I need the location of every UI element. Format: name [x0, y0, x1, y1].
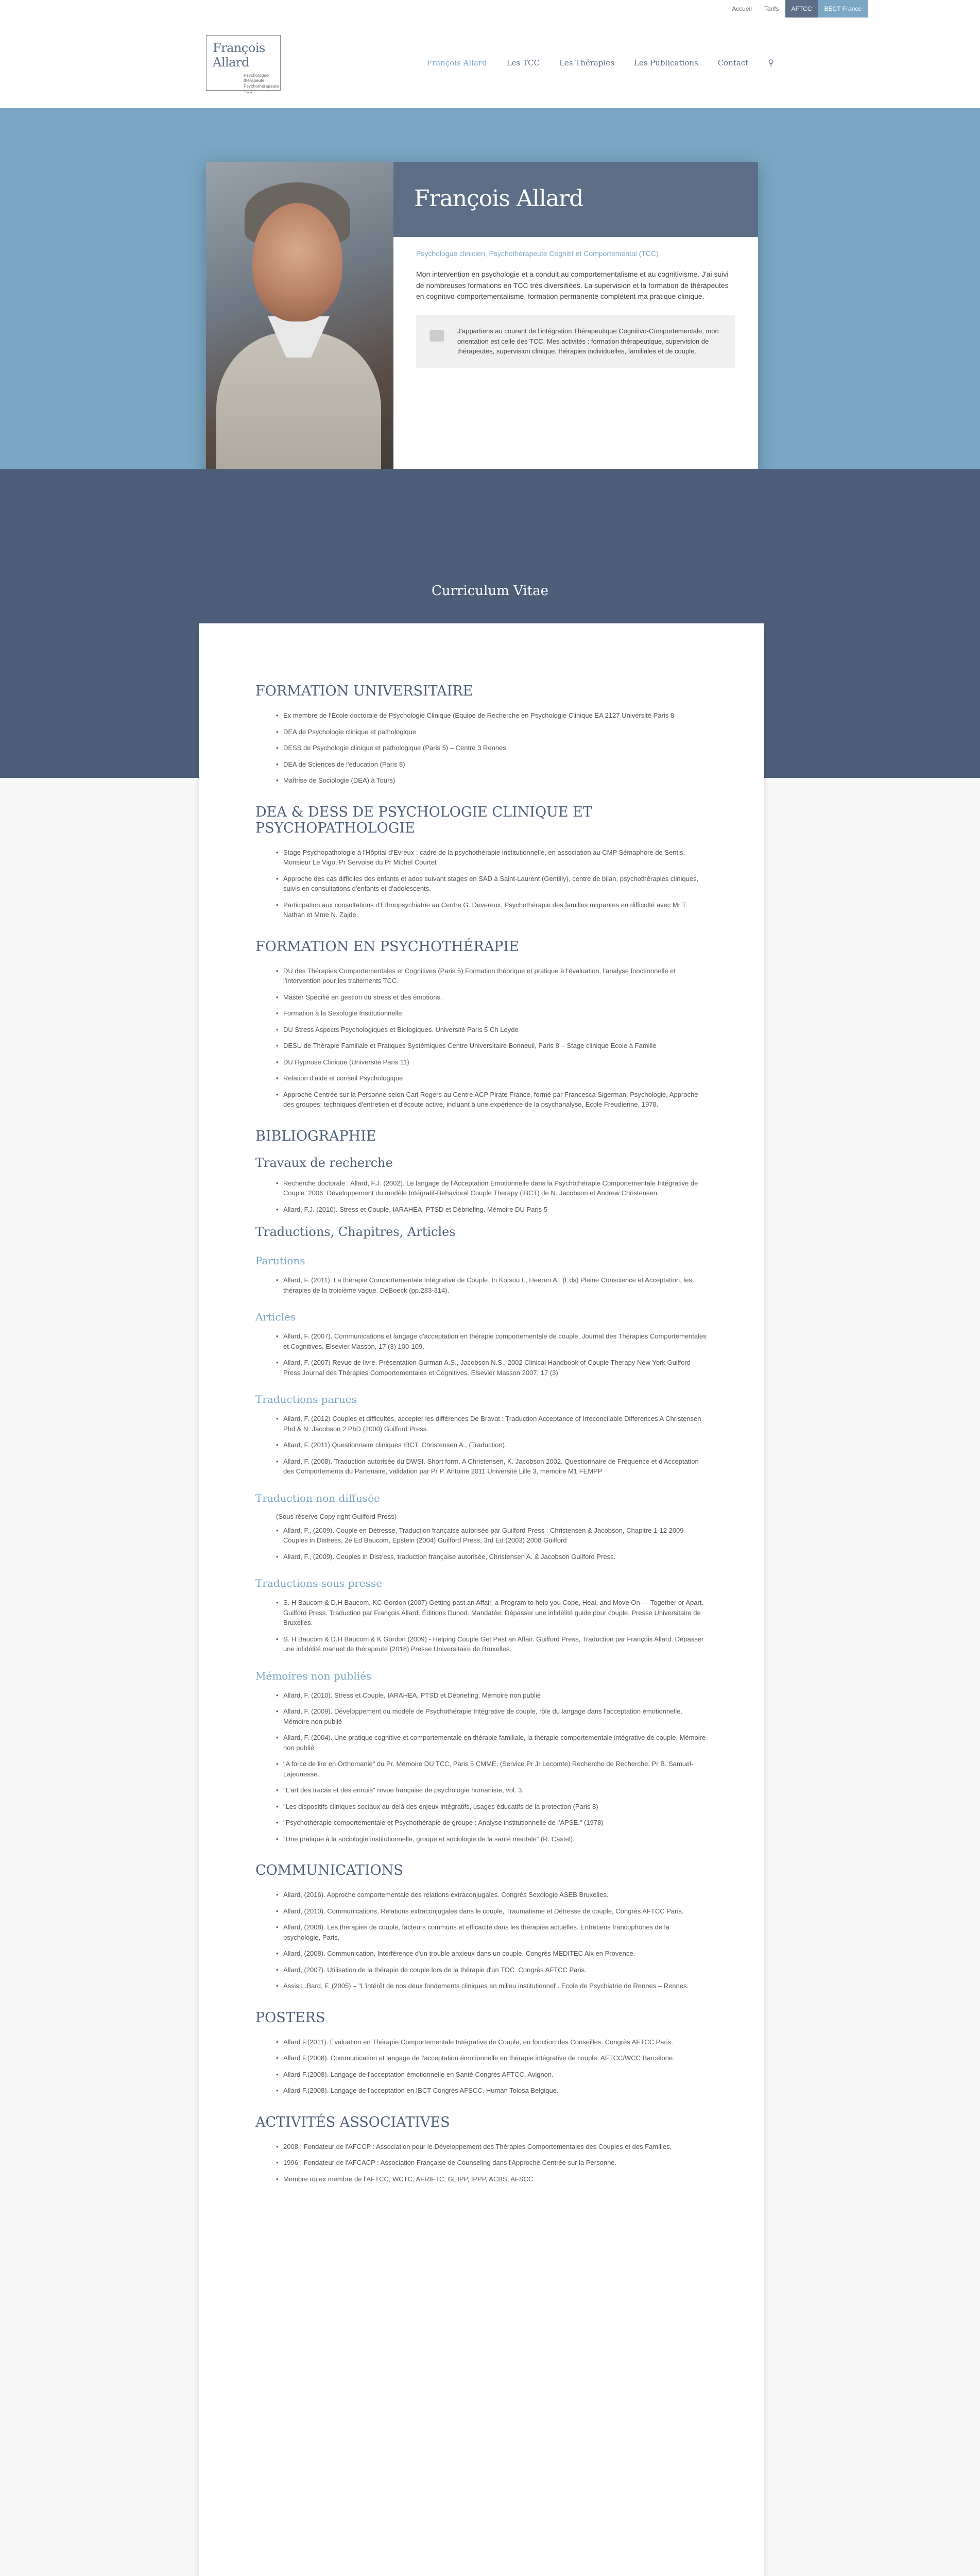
- group-heading: Traductions parues: [255, 1393, 357, 1405]
- nav-item-les-tcc[interactable]: Les TCC: [506, 58, 540, 67]
- list-item: • Allard, F. (2004). Une pratique cognitive et comportementale en thérapie familiale, la thérapie comportementale intégrative de couple. Mémoire non publié: [276, 1733, 708, 1753]
- list-item: • DU des Thérapies Comportementales et Cognitives (Paris 5) Formation théorique et pratique à l'évaluation, l'analyse fonctionnelle et l'intervention pour les traitements TCC.: [276, 966, 708, 986]
- list-item: • S. H Baucom & D.H Baucom & K Gordon (2009) - Helping Couple Get Past an Affair. Guilford Press, Traduction par François Allard. Dépasser une infidélité manuel de thérapeute (2018) Presse Universitaire de Bruxelles.: [276, 1634, 708, 1654]
- list-item: • "L'art des tracas et des ennuis" revue française de psychologie humaniste, vol. 3.: [276, 1785, 708, 1795]
- posters-list: [276, 2037, 708, 2096]
- formation-universitaire-list: [276, 710, 708, 786]
- nav-item-les-therapies[interactable]: Les Thérapies: [559, 58, 614, 67]
- profile-card: [206, 162, 758, 493]
- list-item: • Recherche doctorale : Allard, F.J. (2002). Le langage de l'Acceptation Emotionnelle dans la Psychothérapie Comportementale Intégrative de Couple. 2006. Développement du modèle Intégratif-Behavioral Couple Therapy (IBCT) de N. Jacobson et Andrew Christensen.: [276, 1178, 708, 1198]
- list-item: • Allard F.(2008). Langage de l'acceptation en IBCT Congrès AFSCC. Human Tolosa Belgique.: [276, 2086, 708, 2096]
- section-heading: FORMATION EN PSYCHOTHÉRAPIE: [255, 938, 519, 955]
- list-item: • DU Stress Aspects Psychologiques et Biologiques. Université Paris 5 Ch Leyde: [276, 1025, 708, 1035]
- logo-name: François Allard: [213, 40, 265, 70]
- quote-icon: [429, 330, 444, 342]
- list-item: • Allard F.(2011). Évaluation en Thérapie Comportementale Intégrative de Couple, en fonction des Conseilles. Congrès AFTCC Paris.: [276, 2037, 708, 2047]
- list-item: • Allard F.(2008). Communication et langage de l'acceptation émotionnelle en thérapie intégrative de couple. AFTCC/WCC Barcelone.: [276, 2053, 708, 2063]
- cv-card: [199, 623, 764, 2576]
- cv-band: [0, 469, 980, 623]
- list-item: • DEA de Sciences de l'éducation (Paris 8): [276, 759, 708, 770]
- profile-quote: J'appartiens au courant de l'intégration Thérapeutique Cognitivo-Comportementale, mon orientation est celle des TCC. Mes activités : formation thérapeutique, supervision de thérapeutes, supervision clinique, thérapies individuelles, familiales et de couple.: [416, 315, 735, 368]
- list-item: • Allard, F. (2012) Couples et difficultés, accepter les différences De Bravat : Traduction Acceptance of Irreconcilable Differences A Christensen Phd & N. Jacobson 2 PhD (2000) Guilford Press.: [276, 1414, 708, 1434]
- research-list: [276, 1178, 708, 1215]
- group-heading: Mémoires non publiés: [255, 1669, 372, 1682]
- list-item: • DU Hypnose Clinique (Université Paris 11): [276, 1057, 708, 1067]
- list-item: • Allard, (2008). Les thérapies de couple, facteurs communs et efficacité dans les thérapies actuelles. Entretiens francophones de la psychologie, Paris.: [276, 1922, 708, 1942]
- list-item: • Allard, F. (2007) Revue de livre, Présentation Gurman A.S., Jacobson N.S., 2002 Clinical Handbook of Couple Therapy New York Guilford Press Journal des Thérapies Comportementales et Cognitives. Elsevier Masson 2007, 17 (3): [276, 1358, 708, 1378]
- group-heading: Traduction non diffusée: [255, 1492, 380, 1504]
- section-heading: FORMATION UNIVERSITAIRE: [255, 683, 473, 699]
- logo-subtitle: Psychologue thérapeute Psychothérapeute TCC: [244, 72, 279, 94]
- list-item: • "Une pratique à la sociologie institutionnelle, groupe et sociologie de la santé mentale" (R. Castel).: [276, 1834, 708, 1844]
- group-note: (Sous réserve Copy right Guilford Press): [276, 1512, 397, 1520]
- section-heading: BIBLIOGRAPHIE: [255, 1128, 376, 1144]
- main-nav: [427, 58, 774, 67]
- list-item: • Assis L.Bard, F. (2005) – "L'intérêt de nos deux fondements cliniques en milieu institutionnel". Ecole de Psychiatrie de Rennes – Rennes.: [276, 1981, 708, 1991]
- section-heading: DEA & DESS DE PSYCHOLOGIE CLINIQUE ET PSYCHOPATHOLOGIE: [255, 804, 592, 836]
- cv-section: [0, 623, 980, 2576]
- list-item: • Allard, (2008). Communication, Interférence d'un trouble anxieux dans un couple. Congrès MEDITEC Aix en Provence.: [276, 1948, 708, 1959]
- associations-list: [276, 2142, 708, 2184]
- list-item: • DESS de Psychologie clinique et pathologique (Paris 5) – Centre 3 Rennes: [276, 743, 708, 753]
- nav-item-contact[interactable]: Contact: [717, 58, 749, 67]
- list-item: • "Psychothérapie comportementale et Psychothérapie de groupe : Analyse institutionnelle de l'APSE." (1978): [276, 1818, 708, 1828]
- list-item: • Allard, F. (2009). Développement du modèle de Psychothérapie Intégrative de couple, rôle du langage dans l'acceptation émotionnelle. Mémoire non publié: [276, 1706, 708, 1726]
- cv-title: Curriculum Vitae: [431, 583, 549, 599]
- list-item: • Allard, F. (2007). Communications et langage d'acceptation en thérapie comportementale de couple, Journal des Thérapies Comportementales et Cognitives, Elsevier Masson, 17 (3) 100-109.: [276, 1331, 708, 1351]
- search-icon[interactable]: ⚲: [768, 58, 774, 67]
- topbar-link-tarifs[interactable]: Tarifs: [764, 5, 779, 12]
- list-item: • Maîtrise de Sociologie (DEA) à Tours): [276, 775, 708, 786]
- list-item: • Allard, (2007). Utilisation de la thérapie de couple lors de la thérapie d'un TOC. Congrès AFTCC Paris.: [276, 1965, 708, 1975]
- section-heading: COMMUNICATIONS: [255, 1862, 403, 1878]
- top-bar: [0, 0, 980, 18]
- list-item: • Allard, (2010). Communications, Relations extraconjugales dans le couple, Traumatisme et Détresse de couple, Congrès AFTCC Paris.: [276, 1906, 708, 1917]
- list-item: • Participation aux consultations d'Ethnopsychiatrie au Centre G. Devereux, Psychothérapie des familles migrantes en difficulté avec Mr T. Nathan et Mme N. Zajde.: [276, 900, 708, 920]
- list-item: • Allard, F.J. (2010). Stress et Couple, IARAHEA, PTSD et Débriefing. Mémoire DU Paris 5: [276, 1205, 708, 1215]
- subsection-heading: Travaux de recherche: [255, 1155, 393, 1170]
- nav-item-francois-allard[interactable]: François Allard: [426, 58, 487, 67]
- dea-dess-list: [276, 848, 708, 920]
- list-item: • Approche des cas difficiles des enfants et ados suivant stages en SAD à Saint-Laurent (Gentilly), centre de bilan, psychothérapies cliniques, suivis en consultations d'enfants et d'adolescents.: [276, 874, 708, 894]
- site-logo[interactable]: [206, 35, 281, 94]
- list-item: • Formation à la Sexologie Institutionnelle.: [276, 1008, 708, 1019]
- list-item: • DEA de Psychologie clinique et pathologique: [276, 727, 708, 737]
- formation-psychotherapie-list: [276, 966, 708, 1110]
- list-item: • Master Spécifié en gestion du stress et des émotions.: [276, 992, 708, 1003]
- list-item: • "Les dispositifs cliniques sociaux au-delà des enjeux intégratifs, usages éducatifs de la protection (Paris 8): [276, 1802, 708, 1812]
- topbar-link-accueil[interactable]: Accueil: [732, 5, 752, 12]
- list-item: • "A force de lire en Orthomanie" du Pr. Mémoire DU TCC, Paris 5 CMME, (Service Pr Jr Lecomte) Recherche de Recherche, Pr B. Samuel-Lajeunesse.: [276, 1759, 708, 1779]
- list-item: • Allard F.(2008). Langage de l'acceptation émotionnelle en Santé Congrès AFTCC, Avignon.: [276, 2070, 708, 2080]
- group-heading: Traductions sous presse: [255, 1577, 383, 1589]
- list-item: • Allard, F. (2010). Stress et Couple, IARAHEA, PTSD et Débriefing. Mémoire non publié: [276, 1690, 708, 1701]
- list-item: • Allard, F., (2009). Couples in Distress, traduction française autorisée, Christensen A. & Jacobson Guilford Press.: [276, 1552, 708, 1562]
- section-heading: POSTERS: [255, 2009, 325, 2026]
- group-heading: Articles: [255, 1311, 296, 1323]
- list-item: • DESU de Thérapie Familiale et Pratiques Systémiques Centre Universitaire Bonneuil, Paris 8 – Stage clinique Ecole à Famille: [276, 1041, 708, 1051]
- list-item: • Allard, F. (2008). Traduction autorisée du DWSI. Short form. A Christensen, K. Jacobson 2002. Questionnaire de Fréquence et d'Acceptation des Comportements du Partenaire, validation par Pr P. Antoine 2011 Université Lille 3, mémoire M1 FEMPP: [276, 1456, 708, 1477]
- list-item: • Approche Centrée sur la Personne selon Carl Rogers au Centre ACP Pirate France, formé par Francesca Sigerman, Psychologie, Approche des groupes; techniques d'entretien et d'écoute active, incluant à une expérience de la psychanalyse, Ecole Freudienne, 1978.: [276, 1090, 708, 1110]
- list-item: • S. H Baucom & D.H Baucom, KC Gordon (2007) Getting past an Affair, a Program to help you Cope, Heal, and Move On — Together or Apart. Guilford Press. Traduction par François Allard. Éditions Dunod. Mandatée. Dépasser une infidélité guide pour couple. Presse Universitaire de Bruxelles.: [276, 1598, 708, 1628]
- topbar-link-aftcc[interactable]: AFTCC: [785, 0, 818, 18]
- profile-photo: [206, 162, 393, 493]
- list-item: • Ex membre de l'École doctorale de Psychologie Clinique (Equipe de Recherche en Psychologie Clinique EA 2127 Université Paris 8: [276, 710, 708, 721]
- list-item: • Allard, (2016). Approche comportementale des relations extraconjugales. Congrès Sexologie ASEB Bruxelles.: [276, 1890, 708, 1900]
- hero-section: [0, 108, 980, 469]
- group-heading: Parutions: [255, 1255, 305, 1267]
- profile-tagline: Psychologue clinicien, Psychothérapeute Cognitif et Comportemental (TCC): [416, 249, 659, 258]
- profile-intro: Mon intervention en psychologie et a conduit au comportementalisme et au cognitivisme. J'ai suivi de nombreuses formations en TCC très diversifiées. La supervision et la formation de thérapeutes en cognitivo-comportementalisme, formation permanente complètent ma pratique clinique.: [416, 270, 729, 301]
- subsection-heading: Traductions, Chapitres, Articles: [255, 1225, 456, 1239]
- list-item: • Relation d'aide et conseil Psychologique: [276, 1073, 708, 1083]
- list-item: • Allard, F., (2009). Couple en Détresse, Traduction française autorisée par Guilford Press : Christensen & Jacobson, Chapitre 1-12 2009 Couples in Distress, 2e Ed Baucom, Epstein (2004) Guilford Press, 3rd Ed (2003) 2008 Guilford: [276, 1526, 708, 1546]
- list-item: • Allard, F. (2011) Questionnaire cliniques IBCT. Christensen A., (Traduction).: [276, 1440, 708, 1450]
- list-item: • 2008 : Fondateur de l'AFCCP : Association pour le Développement des Thérapies Comportementales des Couples et des Familles,: [276, 2142, 708, 2152]
- list-item: • 1996 : Fondateur de l'AFCACP : Association Française de Counseling dans l'Approche Centrée sur la Personne.: [276, 2158, 708, 2168]
- communications-list: [276, 1890, 708, 1991]
- section-heading: ACTIVITÉS ASSOCIATIVES: [255, 2114, 450, 2130]
- list-item: • Allard, F. (2011). La thérapie Comportementale Intégrative de Couple. In Kotsou I., Heeren A., (Eds) Pleine Conscience et Acceptation, les thérapies de la troisième vague. DeBoeck (pp.283-314).: [276, 1275, 708, 1295]
- site-header: [0, 18, 980, 108]
- profile-name: François Allard: [414, 185, 583, 212]
- list-item: • Membre ou ex membre de l'AFTCC, WCTC, AFRIFTC, GEIPP, IPPP, ACBS, AFSCC.: [276, 2174, 708, 2184]
- list-item: • Stage Psychopathologie à l'Hôpital d'Evreux ; cadre de la psychothérapie institutionnelle, en association au CMP Sémaphore de Sentis, Monsieur Le Vigo, Pr Servoise du Pr Michel Courtet: [276, 848, 708, 868]
- nav-item-les-publications[interactable]: Les Publications: [633, 58, 698, 67]
- topbar-link-bect[interactable]: BECT France: [818, 0, 868, 18]
